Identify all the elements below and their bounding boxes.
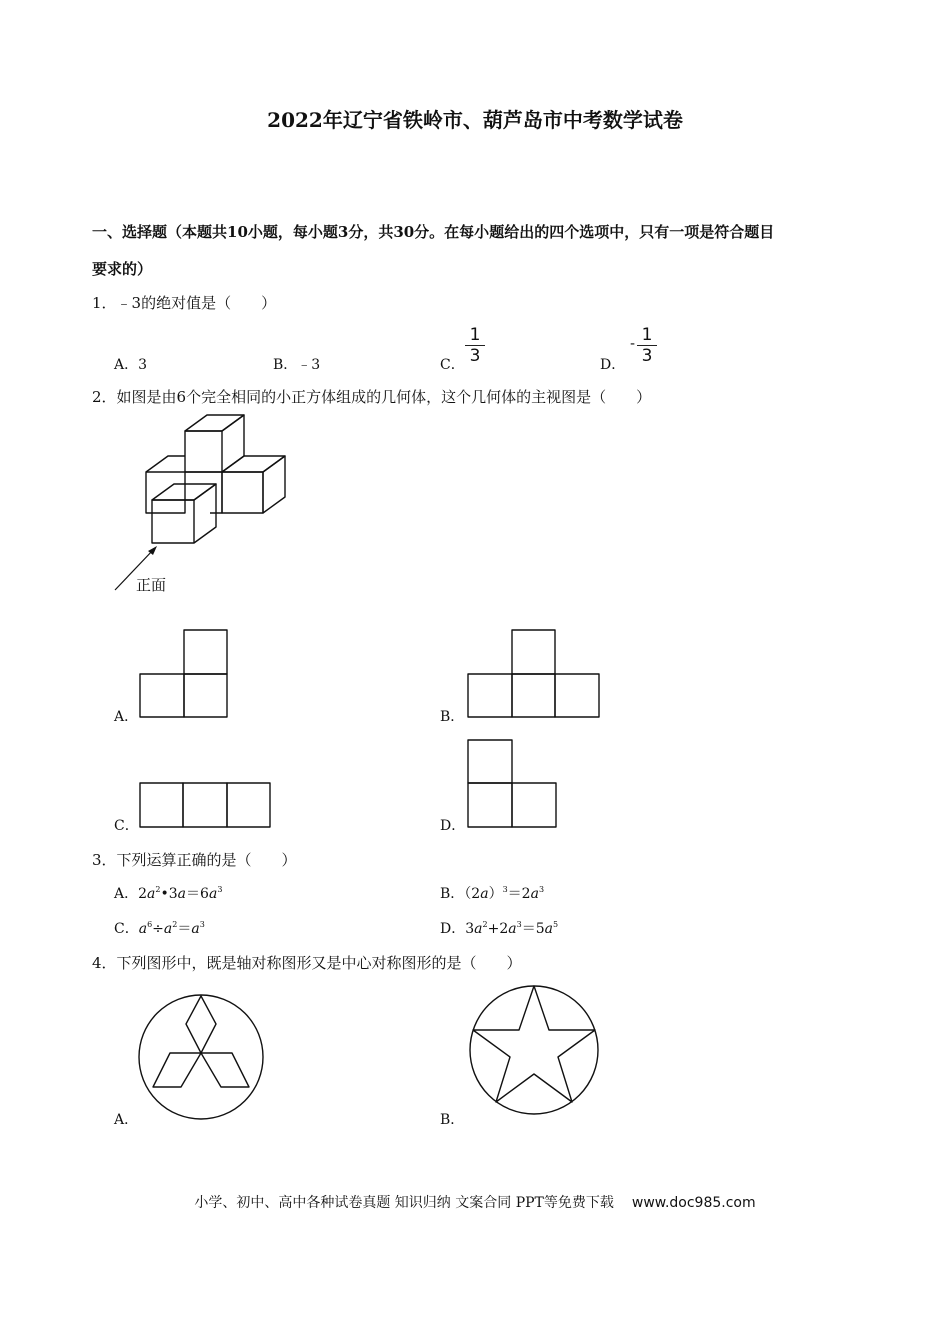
footer-text: 小学、初中、高中各种试卷真题 知识归纳 文案合同 PPT等免费下载 [194,1195,614,1211]
q1-c-numerator: 1 [469,325,481,345]
footer-site-link[interactable]: www.doc985.com [631,1195,756,1211]
q2-solid-figure [146,415,285,543]
q2-option-c: C． [114,818,139,834]
q3-option-a: A．$2a^2•3a=6a^3$ [114,885,223,902]
q4-option-b: B． [440,1112,465,1128]
q2-option-b: B． [440,709,465,725]
q3-option-c: C．$a^6\div a^2=a^3$ [114,920,205,937]
page-title: 2022年辽宁省铁岭市、葫芦岛市中考数学试卷 [267,108,683,132]
q1-option-d-label: D． [600,357,626,373]
q1-option-a: A．3 [114,357,148,373]
q1-d-denominator: 3 [641,346,653,366]
section-heading-line1: 一、选择题（本题共10小题，每小题3分，共30分。在每小题给出的四个选项中，只有一项是符合题目 [92,223,775,241]
q1-option-b: B．﹣3 [273,357,321,373]
question-3-stem: 3．下列运算正确的是（ ） [92,851,297,869]
q4-option-a: A． [114,1112,139,1128]
question-1-stem: 1．﹣3的绝对值是（ ） [92,294,277,312]
q4-option-b-figure [470,986,598,1114]
q2-option-a: A． [114,709,139,725]
q2-option-d: D． [440,818,466,834]
front-label: 正面 [136,576,167,594]
q4-option-a-figure [139,995,263,1119]
q1-c-denominator: 3 [469,346,481,366]
q2-option-b-view [468,630,599,717]
q2-option-a-view [140,630,227,717]
question-4-stem: 4．下列图形中，既是轴对称图形又是中心对称图形的是（ ） [92,954,522,972]
question-2-stem: 2．如图是由6个完全相同的小正方体组成的几何体，这个几何体的主视图是（ ） [92,388,652,406]
page-footer [0,1192,950,1212]
q1-d-numerator: 1 [641,325,653,345]
q3-option-b: B．$(2a)^3=2a^3$ [440,885,545,902]
section-heading-line2: 要求的） [92,260,153,278]
q2-option-d-view [468,740,556,827]
q2-option-c-view [140,783,270,827]
q1-option-c-label: C． [440,357,465,373]
q1-d-minus-sign: - [630,336,636,352]
q3-option-d: D．$3a^2+2a^3=5a^5$ [440,920,559,937]
